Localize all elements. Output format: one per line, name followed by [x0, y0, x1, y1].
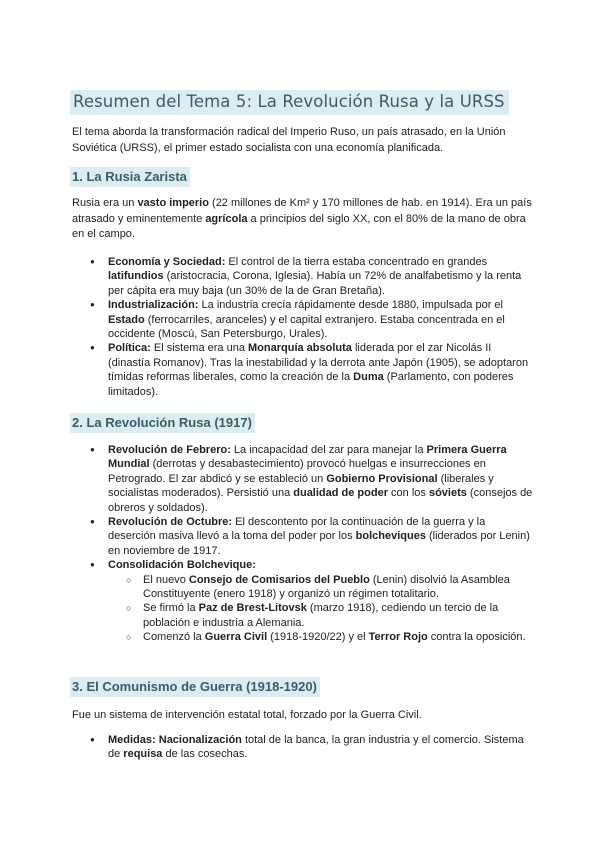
bold-text: Industrialización: [108, 299, 199, 312]
bold-text: Nacionalización [158, 734, 242, 746]
bold-text: Revolución de Octubre: [108, 516, 233, 529]
sub-list-item: ○ Se firmó la Paz de Brest-Litovsk (marzo 1918), cediendo un tercio de la población e industria a Alemania. [126, 601, 535, 630]
bold-text: latifundios [108, 270, 164, 283]
list-item-text [108, 559, 256, 571]
bold-text: vasto imperio [137, 197, 209, 209]
bold-text: Consolidación Bolchevique: [108, 559, 256, 572]
bold-text: Estado [108, 313, 145, 326]
section-heading-3: 3. El Comunismo de Guerra (1918-1920) [70, 677, 320, 697]
section-heading-2: 2. La Revolución Rusa (1917) [70, 413, 255, 433]
section-2-sublist [108, 573, 535, 645]
list-item: ● Revolución de Octubre: El descontento por la continuación de la guerra y la deserción masiva llevó a la toma del poder por los bolcheviques (liderados por Lenin) en noviembre de 1917. [90, 515, 535, 558]
intro-paragraph: El tema aborda la transformación radical del Imperio Ruso, un país atrasado, en la Unión Soviética (URSS), el primer estado socialista con una economía planificada. [72, 126, 506, 154]
bold-text: dualidad de poder [293, 487, 388, 500]
sub-list-item: ○ Comenzó la Guerra Civil (1918-1920/22) y el Terror Rojo contra la oposición. [126, 630, 535, 644]
section-heading-1: 1. La Rusia Zarista [70, 167, 190, 187]
list-item: ● Revolución de Febrero: La incapacidad del zar para manejar la Primera Guerra Mundial (derrotas y desabastecimiento) provocó huelgas e insurrecciones en Petrogrado. El zar abdicó y se estableció un Gobierno Provisional (liberales y socialistas moderados). Persistió una dualidad de poder con los sóviets (consejos de obreros y soldados). [90, 443, 535, 515]
bold-text: Revolución de Febrero: [108, 444, 231, 456]
list-item: ● Política: El sistema era una Monarquía absoluta liderada por el zar Nicolás II (dinastía Romanov). Tras la inestabilidad y la derrota ante Japón (1905), se adoptaron tímidas reformas liberales, como la creación de la Duma (Parlamento, con poderes limitados). [90, 341, 535, 399]
section-3-list [90, 733, 535, 762]
bold-text: Medidas: [108, 734, 156, 746]
bold-text: Economía y Sociedad: [108, 256, 226, 268]
bold-text: bolcheviques [355, 530, 426, 543]
bold-text: Política: [108, 342, 151, 355]
bold-text: Guerra Civil [204, 631, 268, 644]
bold-text: Primera Guerra Mundial [108, 444, 507, 471]
bold-text: Monarquía absoluta [248, 342, 352, 355]
list-item: ● Medidas: Nacionalización total de la banca, la gran industria y el comercio. Sistema de requisa de las cosechas. [90, 733, 535, 762]
sub-list-item: ○ El nuevo Consejo de Comisarios del Pueblo (Lenin) disolvió la Asamblea Constituyente (enero 1918) y organizó un régimen totalitario. [126, 573, 535, 602]
bold-text: Gobierno Provisional [326, 472, 438, 485]
list-item [90, 558, 535, 644]
bold-text: agrícola [205, 212, 248, 225]
list-item: ● Economía y Sociedad: El control de la tierra estaba concentrado en grandes latifundios (aristocracia, Corona, Iglesia). Había un 72% de analfabetismo y la renta per cápita era muy baja (un 30% de la de Gran Bretaña). [90, 255, 535, 298]
document-title: Resumen del Tema 5: La Revolución Rusa y la URSS [70, 90, 509, 115]
section-1-paragraph: Rusia era un vasto imperio (22 millones de Km² y 170 millones de hab. en 1914). Era un país atrasado y eminentemente agrícola a principios del siglo XX, con el 80% de la mano de obra en el campo. [72, 197, 532, 240]
section-1-list [90, 255, 535, 399]
bold-text: Consejo de Comisarios del Pueblo [188, 573, 370, 586]
section-2-list [90, 443, 535, 645]
section-3-paragraph: Fue un sistema de intervención estatal total, forzado por la Guerra Civil. [72, 709, 422, 721]
list-item: ● Industrialización: La industria crecía rápidamente desde 1880, impulsada por el Estado (ferrocarriles, aranceles) y el capital extranjero. Estaba concentrada en el occidente (Moscú, San Petersburgo, Urales). [90, 298, 535, 341]
bold-text: requisa [123, 748, 163, 761]
bold-text: Duma [353, 371, 384, 384]
bold-text: sóviets [428, 487, 467, 500]
bold-text: Terror Rojo [368, 631, 428, 644]
bold-text: Paz de Brest-Litovsk [198, 602, 307, 615]
